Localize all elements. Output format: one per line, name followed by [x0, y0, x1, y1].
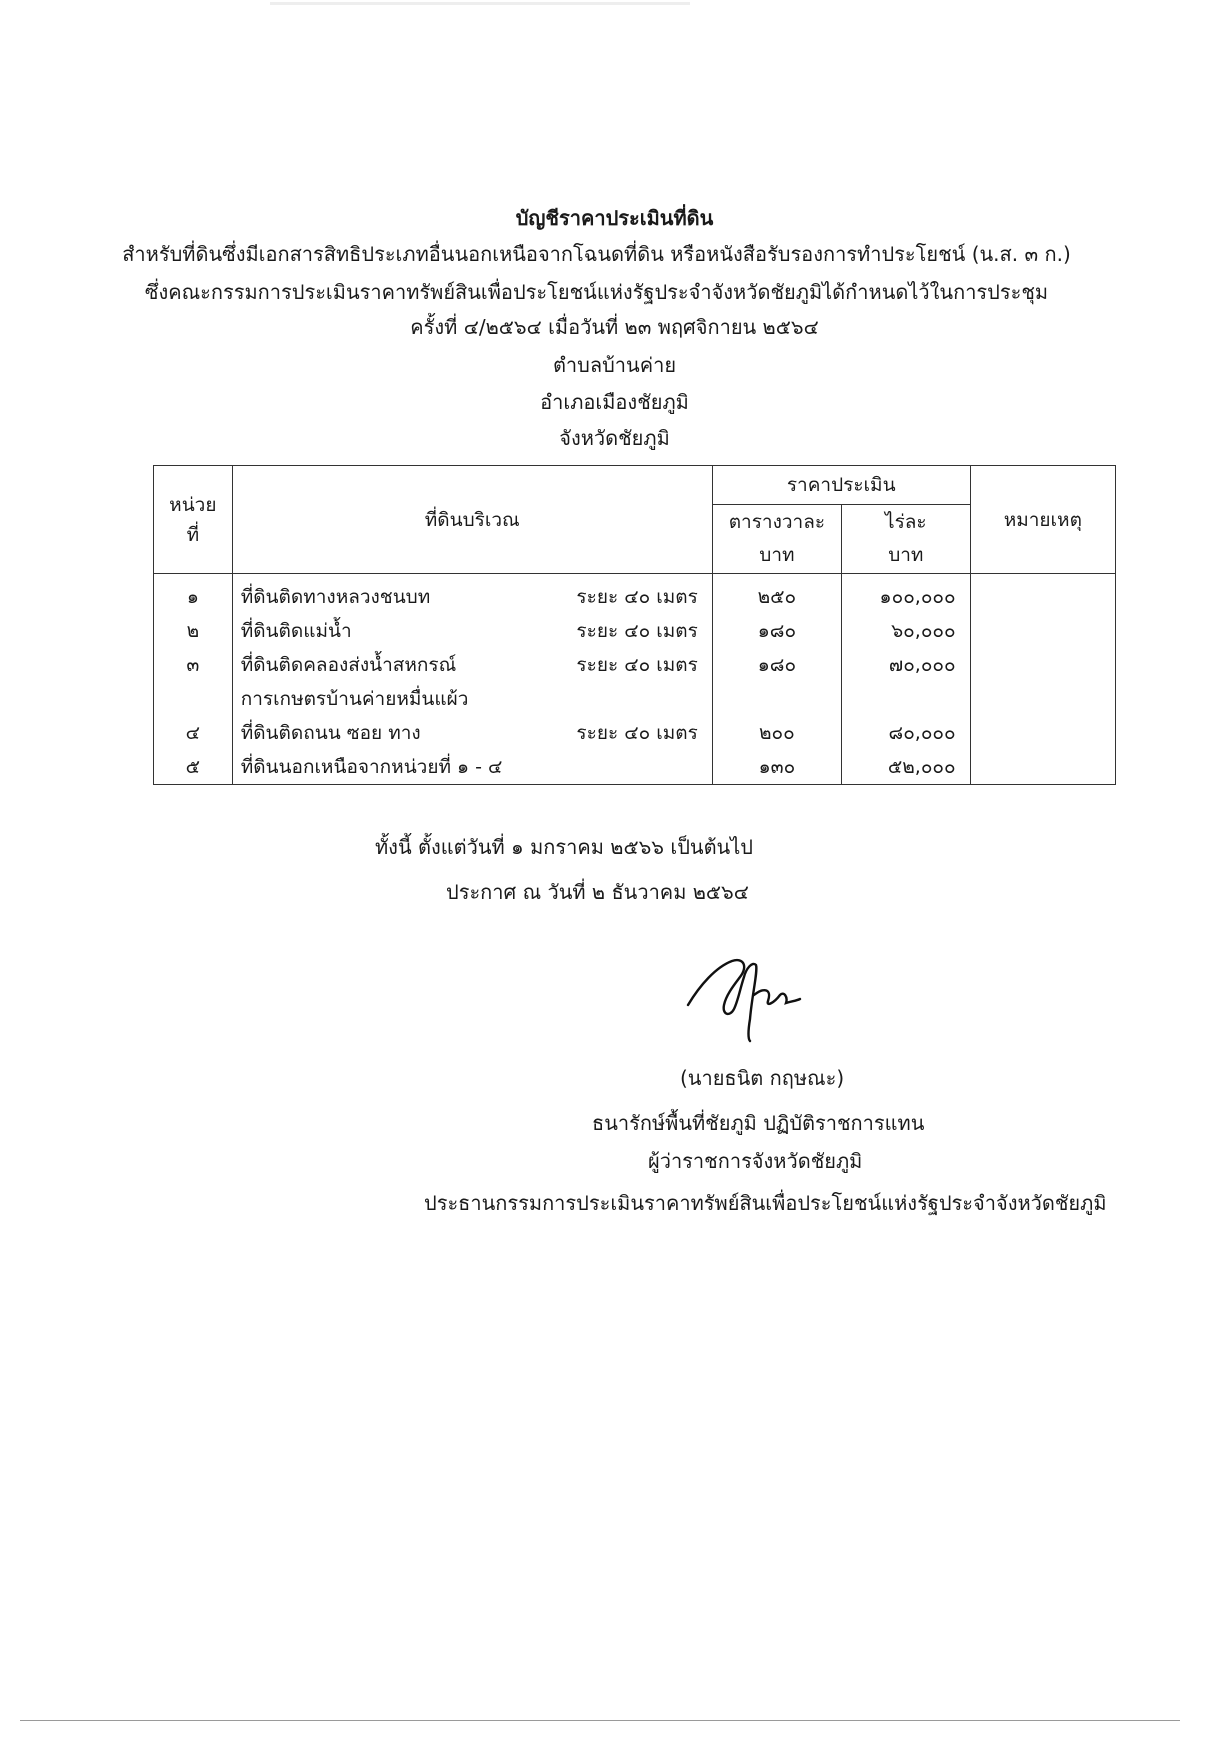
cell-per-sqw: ๑๓๐ [712, 750, 841, 785]
cell-unit: ๒ [154, 614, 233, 648]
cell-per-sqw: ๒๐๐ [712, 716, 841, 750]
cell-area [232, 750, 712, 785]
handwritten-signature [682, 945, 812, 1045]
header-per-sqw-line2: บาท [759, 544, 795, 566]
effective-date: ทั้งนี้ ตั้งแต่วันที่ ๑ มกราคม ๒๕๖๖ เป็นต้นไป [375, 835, 753, 859]
cell-unit [154, 682, 233, 716]
cell-area [232, 614, 712, 648]
province-label: จังหวัดชัยภูมิ [559, 426, 670, 450]
scan-artifact [270, 2, 690, 5]
cell-per-sqw: ๑๘๐ [712, 614, 841, 648]
bottom-rule [20, 1720, 1180, 1721]
table-row [154, 750, 1116, 785]
cell-unit: ๕ [154, 750, 233, 785]
cell-per-rai: ๗๐,๐๐๐ [842, 648, 971, 682]
header-per-sqw-line1: ตารางวาละ [728, 511, 826, 533]
cell-per-rai: ๑๐๐,๐๐๐ [842, 574, 971, 615]
cell-per-sqw: ๑๘๐ [712, 648, 841, 682]
table-row [154, 574, 1116, 615]
area-description: การเกษตรบ้านค่ายหมื่นแผ้ว [240, 688, 469, 710]
cell-note [970, 682, 1115, 716]
signatory-position-1: ธนารักษ์พื้นที่ชัยภูมิ ปฏิบัติราชการแทน [592, 1111, 925, 1135]
cell-note [970, 648, 1115, 682]
area-description: ที่ดินติดถนน ซอย ทาง [240, 722, 421, 744]
subdistrict-label: ตำบลบ้านค่าย [552, 353, 677, 377]
header-unit [154, 466, 233, 574]
cell-area [232, 574, 712, 615]
area-distance: ระยะ ๔๐ เมตร [576, 722, 698, 744]
cell-unit: ๔ [154, 716, 233, 750]
area-description: ที่ดินติดคลองส่งน้ำสหกรณ์ [240, 654, 457, 676]
header-per-sqw [712, 505, 841, 574]
header-per-rai-line2: บาท [888, 544, 924, 566]
header-note: หมายเหตุ [970, 466, 1115, 574]
cell-note [970, 716, 1115, 750]
area-distance: ระยะ ๔๐ เมตร [576, 620, 698, 642]
area-distance: ระยะ ๔๐ เมตร [576, 586, 698, 608]
header-unit-line1: หน่วย [169, 493, 217, 516]
document-subtitle-2: ซึ่งคณะกรรมการประเมินราคาทรัพย์สินเพื่อประโยชน์แห่งรัฐประจำจังหวัดชัยภูมิได้กำหนดไว้ในการประชุม [144, 280, 1049, 304]
document-title: บัญชีราคาประเมินที่ดิน [515, 206, 714, 230]
cell-per-rai: ๘๐,๐๐๐ [842, 716, 971, 750]
area-description: ที่ดินนอกเหนือจากหน่วยที่ ๑ - ๔ [240, 756, 503, 778]
table-row [154, 682, 1116, 716]
table-row [154, 716, 1116, 750]
header-area: ที่ดินบริเวณ [232, 466, 712, 574]
table-row [154, 614, 1116, 648]
cell-note [970, 614, 1115, 648]
district-label: อำเภอเมืองชัยภูมิ [540, 390, 689, 414]
table-row [154, 648, 1116, 682]
signatory-name: (นายธนิต กฤษณะ) [680, 1066, 845, 1090]
header-per-rai [842, 505, 971, 574]
cell-note [970, 750, 1115, 785]
cell-area [232, 648, 712, 682]
cell-per-rai: ๖๐,๐๐๐ [842, 614, 971, 648]
header-price-group: ราคาประเมิน [712, 466, 970, 505]
header-per-rai-line1: ไร่ละ [885, 511, 927, 533]
cell-unit: ๓ [154, 648, 233, 682]
area-description: ที่ดินติดทางหลวงชนบท [240, 586, 431, 608]
cell-unit: ๑ [154, 574, 233, 615]
cell-per-rai [842, 682, 971, 716]
cell-per-sqw [712, 682, 841, 716]
land-price-table [153, 465, 1116, 785]
signatory-position-3: ประธานกรรมการประเมินราคาทรัพย์สินเพื่อประโยชน์แห่งรัฐประจำจังหวัดชัยภูมิ [424, 1191, 1107, 1215]
cell-note [970, 574, 1115, 615]
area-description: ที่ดินติดแม่น้ำ [240, 620, 352, 642]
cell-per-rai: ๕๒,๐๐๐ [842, 750, 971, 785]
cell-area [232, 716, 712, 750]
header-unit-line2: ที่ [186, 523, 200, 546]
cell-per-sqw: ๒๕๐ [712, 574, 841, 615]
area-distance: ระยะ ๔๐ เมตร [576, 654, 698, 676]
document-subtitle-1: สำหรับที่ดินซึ่งมีเอกสารสิทธิประเภทอื่นนอกเหนือจากโฉนดที่ดิน หรือหนังสือรับรองการทำประโยชน์ (น.ส. ๓ ก.) [122, 242, 1071, 266]
announcement-date: ประกาศ ณ วันที่ ๒ ธันวาคม ๒๕๖๔ [446, 880, 749, 904]
signatory-position-2: ผู้ว่าราชการจังหวัดชัยภูมิ [648, 1149, 863, 1173]
document-subtitle-3: ครั้งที่ ๔/๒๕๖๔ เมื่อวันที่ ๒๓ พฤศจิกายน ๒๕๖๔ [410, 315, 819, 339]
cell-area [232, 682, 712, 716]
